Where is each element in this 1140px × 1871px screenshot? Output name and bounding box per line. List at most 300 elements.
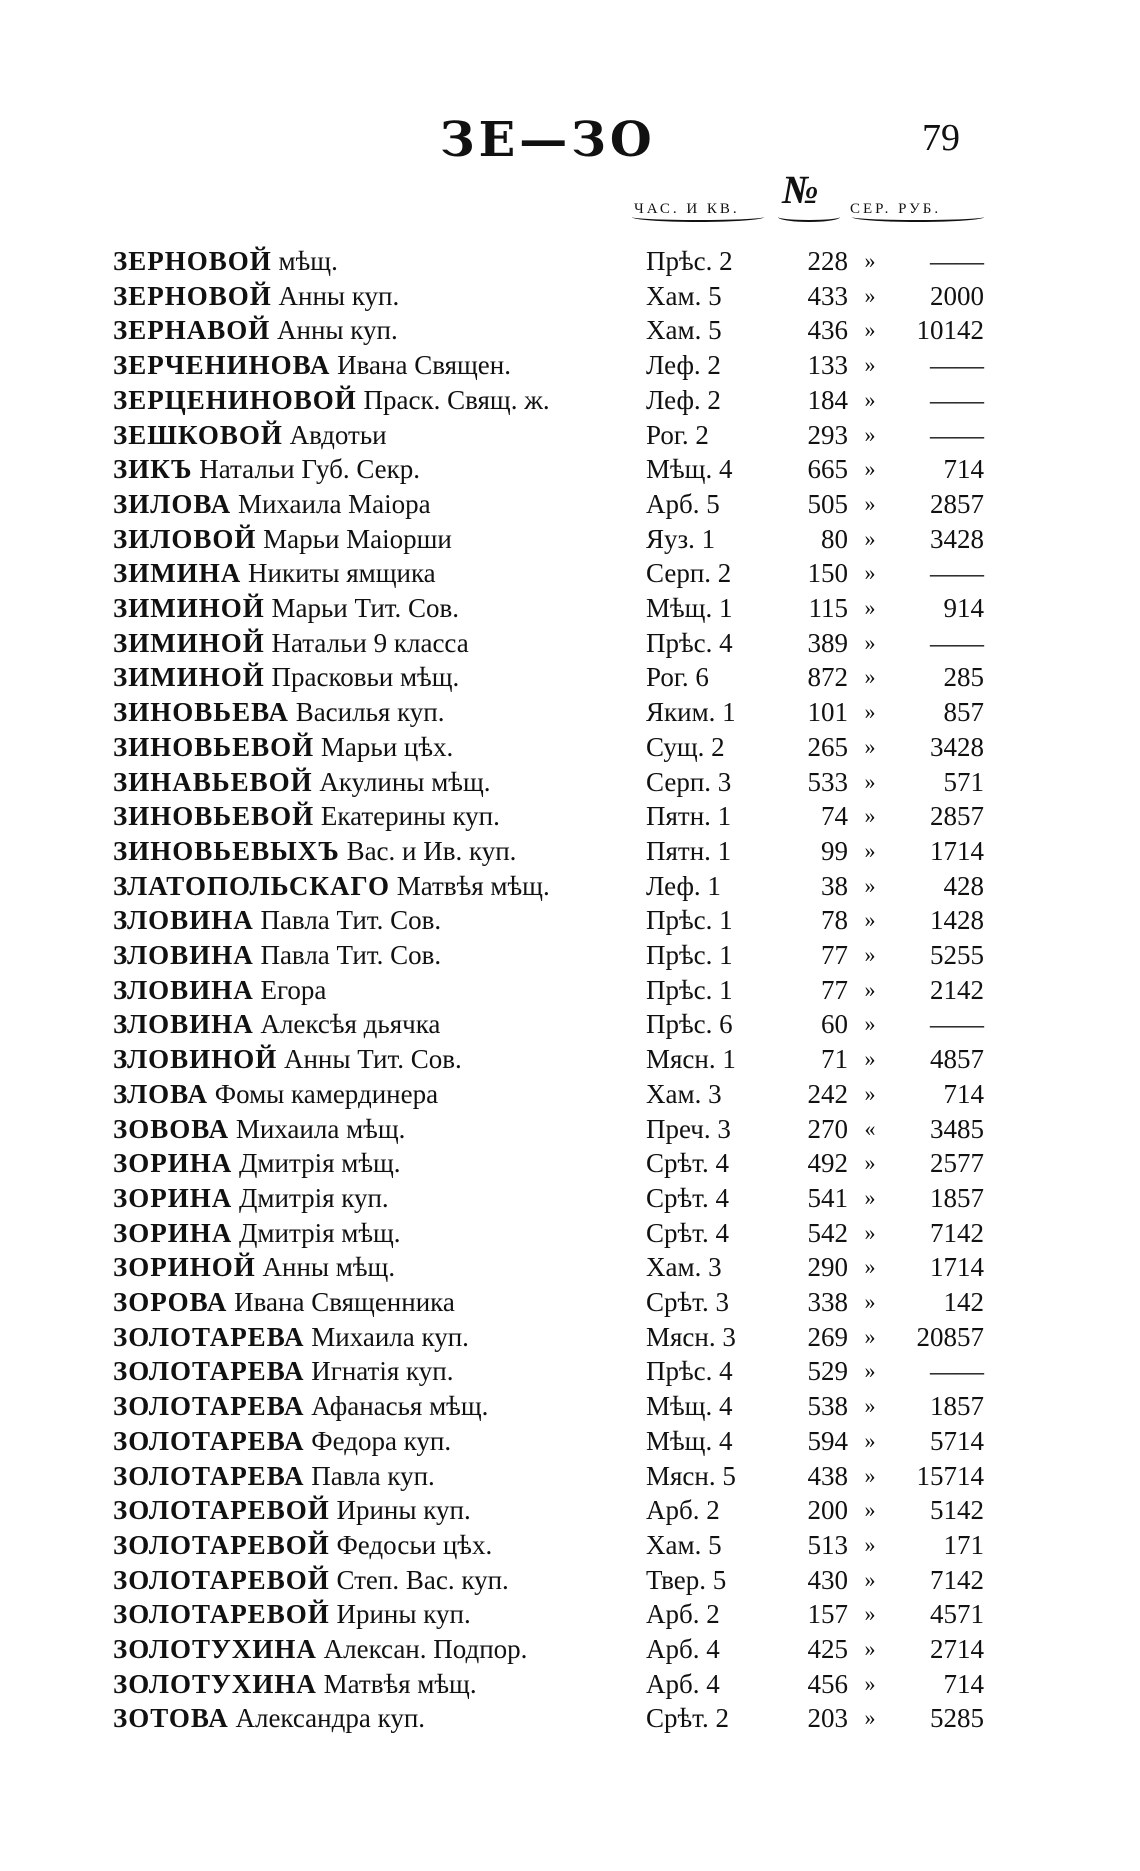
page-number: 79 [922,117,960,159]
list-item [0,695,1140,729]
entry-district: Пятн. 1 [646,801,732,831]
ditto-mark: » [864,1358,876,1383]
list-item [0,1632,1140,1666]
entry-given-name-rank: Матвѣя мѣщ. [396,871,550,901]
entry-rubles: 4857 [930,1044,984,1074]
entry-surname: ЗОРОВА [113,1287,228,1317]
entry-name [113,1320,469,1354]
entry-district: Прѣс. 1 [646,905,733,935]
entry-surname: ЗИМИНА [113,558,242,588]
entry-given-name-rank: Авдотьи [289,420,387,450]
column-header-rubles: СЕР. РУБ. [850,201,942,217]
entry-district: Арб. 4 [646,1669,720,1699]
entry-surname: ЗЕРЦЕНИНОВОЙ [113,385,357,415]
entry-surname: ЗИМИНОЙ [113,593,265,623]
entry-rubles: 20857 [916,1322,984,1352]
list-item [0,1216,1140,1250]
entry-surname: ЗИНОВЬЕВЫХЪ [113,836,340,866]
entry-given-name-rank: Алексан. Подпор. [323,1634,528,1664]
entry-surname: ЗИНОВЬЕВОЙ [113,732,315,762]
entry-number: 203 [807,1703,848,1733]
entry-surname: ЗЕРНОВОЙ [113,246,272,276]
ditto-mark: » [864,769,876,794]
entry-number: 77 [821,975,848,1005]
ditto-mark: » [864,630,876,655]
entry-name [113,695,445,729]
entry-given-name-rank: Федора куп. [311,1426,452,1456]
entry-number: 529 [807,1356,848,1386]
entry-rubles: 2714 [930,1634,984,1664]
entry-number: 433 [807,281,848,311]
entry-name [113,279,399,313]
entry-given-name-rank: Алексѣя дьячка [260,1009,441,1039]
entry-given-name-rank: Анны мѣщ. [262,1252,396,1282]
entry-name [113,799,500,833]
list-item [0,348,1140,382]
entry-number: 338 [807,1287,848,1317]
entry-name [113,869,550,903]
list-item [0,313,1140,347]
entry-surname: ЗОЛОТАРЕВА [113,1356,305,1386]
entry-name [113,973,326,1007]
entry-district: Леф. 1 [646,871,721,901]
entry-rubles: 171 [943,1530,984,1560]
entry-given-name-rank: Фомы камердинера [214,1079,439,1109]
entry-rubles: —— [930,246,984,276]
entry-rubles: 914 [943,593,984,623]
list-item [0,1493,1140,1527]
entry-surname: ЗИЛОВА [113,489,232,519]
entry-name [113,1354,453,1388]
entry-number: 38 [821,871,848,901]
column-brace-district [632,212,764,222]
entry-number: 594 [807,1426,848,1456]
entry-name [113,1597,471,1631]
entry-given-name-rank: Павла Тит. Сов. [260,940,442,970]
ditto-mark: » [864,1150,876,1175]
entry-rubles: 714 [943,1079,984,1109]
list-item [0,1077,1140,1111]
entry-given-name-rank: Вас. и Ив. куп. [346,836,517,866]
entry-district: Арб. 4 [646,1634,720,1664]
entry-given-name-rank: Анны куп. [277,315,398,345]
entry-name [113,383,550,417]
entry-surname: ЗОРИНА [113,1218,233,1248]
entry-number: 533 [807,767,848,797]
entry-given-name-rank: Натальи 9 класса [271,628,469,658]
entry-surname: ЗИНАВЬЕВОЙ [113,767,313,797]
entry-rubles: 5142 [930,1495,984,1525]
ditto-mark: » [864,907,876,932]
entry-district: Леф. 2 [646,385,721,415]
ditto-mark: » [864,1046,876,1071]
page-title: ЗЕ—ЗО [440,112,656,168]
entry-rubles: 285 [943,662,984,692]
entry-number: 513 [807,1530,848,1560]
ditto-mark: » [864,1463,876,1488]
entry-given-name-rank: Михаила Маіора [237,489,431,519]
entry-district: Серп. 2 [646,558,732,588]
list-item [0,1701,1140,1735]
list-item [0,1354,1140,1388]
entry-given-name-rank: мѣщ. [278,246,338,276]
ditto-mark: » [864,317,876,342]
list-item [0,660,1140,694]
entry-rubles: 5285 [930,1703,984,1733]
list-item [0,1007,1140,1041]
entry-surname: ЗОЛОТУХИНА [113,1634,317,1664]
entry-surname: ЗОРИНА [113,1183,233,1213]
entry-district: Хам. 5 [646,315,722,345]
ditto-mark: » [864,1289,876,1314]
list-item [0,1667,1140,1701]
ditto-mark: » [864,387,876,412]
entry-given-name-rank: Дмитрія мѣщ. [239,1218,401,1248]
entry-surname: ЗЛОВИНОЙ [113,1044,278,1074]
entry-name [113,1112,405,1146]
list-item [0,938,1140,972]
entry-name [113,1632,527,1666]
entry-number: 492 [807,1148,848,1178]
entry-district: Мясн. 1 [646,1044,736,1074]
entry-name [113,244,338,278]
entry-surname: ЗЛОВИНА [113,905,254,935]
entry-district: Хам. 5 [646,1530,722,1560]
entry-rubles: 2577 [930,1148,984,1178]
ditto-mark: » [864,699,876,724]
entry-name [113,418,387,452]
entry-surname: ЗИМИНОЙ [113,662,265,692]
entry-district: Срѣт. 4 [646,1183,729,1213]
entry-number: 228 [807,246,848,276]
entry-number: 78 [821,905,848,935]
entry-name [113,834,516,868]
entry-rubles: 5255 [930,940,984,970]
list-item [0,452,1140,486]
entry-surname: ЗЛОВА [113,1079,208,1109]
entry-district: Яким. 1 [646,697,736,727]
entry-given-name-rank: Павла куп. [311,1461,435,1491]
entry-surname: ЗОЛОТАРЕВОЙ [113,1530,330,1560]
entry-district: Срѣт. 3 [646,1287,729,1317]
list-item [0,1597,1140,1631]
entry-district: Мѣщ. 4 [646,1426,733,1456]
entry-name [113,1146,401,1180]
entry-name [113,660,459,694]
ditto-mark: » [864,1324,876,1349]
entry-rubles: —— [930,1356,984,1386]
entry-surname: ЗОРИНОЙ [113,1252,256,1282]
entry-district: Срѣт. 4 [646,1148,729,1178]
entry-rubles: 1857 [930,1391,984,1421]
entry-surname: ЗИКЪ [113,454,193,484]
list-item [0,591,1140,625]
entry-given-name-rank: Натальи Губ. Секр. [199,454,421,484]
column-brace-rubles [852,212,984,222]
entry-surname: ЗИМИНОЙ [113,628,265,658]
entry-name [113,1667,477,1701]
entry-district: Сущ. 2 [646,732,725,762]
entry-surname: ЗОЛОТАРЕВОЙ [113,1495,330,1525]
ditto-mark: » [864,1671,876,1696]
ditto-mark: » [864,873,876,898]
entry-given-name-rank: Александра куп. [235,1703,426,1733]
entry-surname: ЗИНОВЬЕВА [113,697,289,727]
entry-surname: ЗОЛОТАРЕВА [113,1461,305,1491]
entry-name [113,1250,395,1284]
entry-number: 269 [807,1322,848,1352]
entry-surname: ЗИЛОВОЙ [113,524,257,554]
entry-rubles: 7142 [930,1565,984,1595]
entry-surname: ЗОРИНА [113,1148,233,1178]
entry-name [113,903,441,937]
entry-number: 265 [807,732,848,762]
entry-district: Хам. 3 [646,1079,722,1109]
list-item [0,1459,1140,1493]
entry-district: Хам. 3 [646,1252,722,1282]
ditto-mark: » [864,248,876,273]
entry-name [113,1459,435,1493]
ditto-mark: « [864,1116,876,1141]
entry-number: 200 [807,1495,848,1525]
entry-rubles: —— [930,628,984,658]
entry-name [113,1042,462,1076]
entry-name [113,1007,440,1041]
entry-district: Леф. 2 [646,350,721,380]
ditto-mark: » [864,838,876,863]
ditto-mark: » [864,664,876,689]
entry-rubles: —— [930,385,984,415]
list-item [0,1181,1140,1215]
entry-name [113,1389,488,1423]
entry-rubles: 714 [943,1669,984,1699]
entry-given-name-rank: Ивана Священника [234,1287,455,1317]
entry-surname: ЗОЛОТАРЕВА [113,1391,305,1421]
entry-rubles: 3428 [930,524,984,554]
entry-name [113,313,398,347]
entry-number: 538 [807,1391,848,1421]
entry-number: 115 [808,593,848,623]
entry-given-name-rank: Марьи Маіорши [263,524,452,554]
ditto-mark: » [864,422,876,447]
entry-number: 436 [807,315,848,345]
entry-surname: ЗЕРНОВОЙ [113,281,272,311]
entry-surname: ЗЕРНАВОЙ [113,315,271,345]
entry-given-name-rank: Василья куп. [295,697,445,727]
ditto-mark: » [864,1220,876,1245]
entry-district: Рог. 2 [646,420,709,450]
list-item [0,869,1140,903]
entry-district: Срѣт. 2 [646,1703,729,1733]
ditto-mark: » [864,977,876,1002]
entry-district: Прѣс. 1 [646,940,733,970]
ditto-mark: » [864,1497,876,1522]
entry-given-name-rank: Игнатія куп. [311,1356,454,1386]
entry-number: 872 [807,662,848,692]
list-item [0,418,1140,452]
entry-number: 133 [807,350,848,380]
entry-rubles: 714 [943,454,984,484]
entry-given-name-rank: Акулины мѣщ. [319,767,491,797]
entry-name [113,348,511,382]
list-item [0,973,1140,1007]
entry-number: 438 [807,1461,848,1491]
list-item [0,730,1140,764]
list-item [0,1424,1140,1458]
entry-surname: ЗОЛОТАРЕВОЙ [113,1565,330,1595]
entry-given-name-rank: Михаила куп. [311,1322,469,1352]
ditto-mark: » [864,526,876,551]
entry-district: Пятн. 1 [646,836,732,866]
entry-surname: ЗОЛОТАРЕВОЙ [113,1599,330,1629]
entry-rubles: —— [930,1009,984,1039]
entry-district: Мясн. 5 [646,1461,736,1491]
entry-surname: ЗЛОВИНА [113,975,254,1005]
entry-surname: ЗИНОВЬЕВОЙ [113,801,315,831]
entry-name [113,1285,455,1319]
entry-number: 290 [807,1252,848,1282]
entry-district: Яуз. 1 [646,524,716,554]
entry-given-name-rank: Егора [260,975,327,1005]
entry-name [113,487,431,521]
list-item [0,1146,1140,1180]
entry-rubles: 3428 [930,732,984,762]
ditto-mark: » [864,595,876,620]
entry-number: 60 [821,1009,848,1039]
ditto-mark: » [864,1011,876,1036]
entry-surname: ЗОЛОТАРЕВА [113,1322,305,1352]
entry-surname: ЗОТОВА [113,1703,229,1733]
list-item [0,1112,1140,1146]
entry-number: 99 [821,836,848,866]
entry-rubles: 5714 [930,1426,984,1456]
entry-rubles: 428 [943,871,984,901]
entry-district: Твер. 5 [646,1565,727,1595]
entry-given-name-rank: Анны Тит. Сов. [283,1044,462,1074]
ditto-mark: » [864,803,876,828]
list-item [0,522,1140,556]
entry-number: 456 [807,1669,848,1699]
list-item [0,903,1140,937]
entry-given-name-rank: Ирины куп. [336,1495,471,1525]
entry-name [113,1216,401,1250]
entry-name [113,1181,389,1215]
entry-name [113,765,491,799]
entry-number: 150 [807,558,848,588]
entry-number: 270 [807,1114,848,1144]
entry-number: 542 [807,1218,848,1248]
entry-rubles: 1714 [930,1252,984,1282]
ditto-mark: » [864,352,876,377]
entry-rubles: —— [930,420,984,450]
entry-given-name-rank: Павла Тит. Сов. [260,905,442,935]
ditto-mark: » [864,491,876,516]
ditto-mark: » [864,1254,876,1279]
entry-rubles: 4571 [930,1599,984,1629]
column-header-district: ЧАС. И КВ. [634,201,740,217]
list-item [0,765,1140,799]
list-item [0,1320,1140,1354]
entry-number: 389 [807,628,848,658]
entry-number: 184 [807,385,848,415]
entry-rubles: 2142 [930,975,984,1005]
entry-rubles: 7142 [930,1218,984,1248]
entry-district: Прѣс. 4 [646,628,733,658]
entry-number: 293 [807,420,848,450]
entry-given-name-rank: Федосьи цѣх. [336,1530,493,1560]
entry-rubles: 2857 [930,489,984,519]
entry-surname: ЗЕРЧЕНИНОВА [113,350,331,380]
entry-name [113,1701,425,1735]
entry-name [113,1528,492,1562]
entry-number: 425 [807,1634,848,1664]
entry-rubles: 857 [943,697,984,727]
entry-district: Арб. 2 [646,1495,720,1525]
ditto-mark: » [864,1601,876,1626]
ditto-mark: » [864,1393,876,1418]
entry-number: 242 [807,1079,848,1109]
entry-name [113,452,420,486]
ditto-mark: » [864,1567,876,1592]
list-item [0,1042,1140,1076]
entry-rubles: 142 [943,1287,984,1317]
entry-district: Арб. 2 [646,1599,720,1629]
ditto-mark: » [864,283,876,308]
entry-number: 101 [807,697,848,727]
entry-rubles: 2000 [930,281,984,311]
list-item [0,244,1140,278]
entry-given-name-rank: Прасковьи мѣщ. [271,662,460,692]
ditto-mark: » [864,456,876,481]
entry-number: 77 [821,940,848,970]
entry-given-name-rank: Михаила мѣщ. [235,1114,406,1144]
entry-district: Арб. 5 [646,489,720,519]
entry-district: Серп. 3 [646,767,732,797]
entry-surname: ЗЛАТОПОЛЬСКАГО [113,871,390,901]
ditto-mark: » [864,1636,876,1661]
entry-district: Прѣс. 6 [646,1009,733,1039]
entry-surname: ЗЛОВИНА [113,1009,254,1039]
entry-district: Мѣщ. 1 [646,593,733,623]
entry-given-name-rank: Матвѣя мѣщ. [323,1669,477,1699]
entry-rubles: 10142 [916,315,984,345]
entry-given-name-rank: Никиты ямщика [248,558,436,588]
list-item [0,799,1140,833]
entry-district: Мѣщ. 4 [646,1391,733,1421]
entry-surname: ЗОЛОТУХИНА [113,1669,317,1699]
list-item [0,1528,1140,1562]
entry-number: 665 [807,454,848,484]
ditto-mark: » [864,1532,876,1557]
entry-district: Мясн. 3 [646,1322,736,1352]
entry-district: Срѣт. 4 [646,1218,729,1248]
entry-given-name-rank: Степ. Вас. куп. [336,1565,509,1595]
entry-rubles: 1428 [930,905,984,935]
entry-number: 430 [807,1565,848,1595]
list-item [0,1389,1140,1423]
entry-district: Прѣс. 4 [646,1356,733,1386]
list-item [0,1563,1140,1597]
ditto-mark: » [864,560,876,585]
entry-name [113,522,452,556]
entry-number: 157 [807,1599,848,1629]
list-item [0,556,1140,590]
ditto-mark: » [864,1705,876,1730]
entry-surname: ЗОЛОТАРЕВА [113,1426,305,1456]
ditto-mark: » [864,734,876,759]
list-item [0,1250,1140,1284]
entry-number: 80 [821,524,848,554]
